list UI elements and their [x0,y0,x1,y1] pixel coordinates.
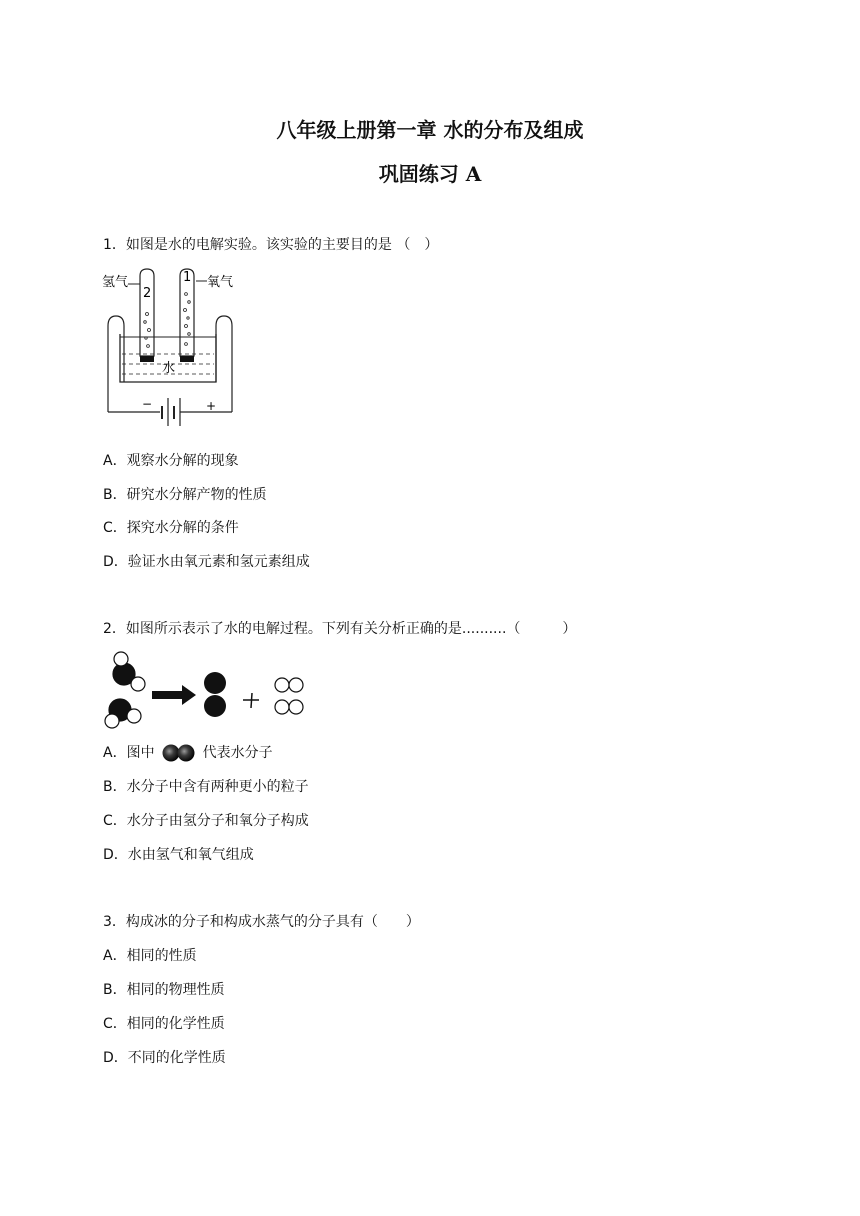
question-2-option-b: B．水分子中含有两种更小的粒子 [103,779,309,795]
question-1-stem: 1．如图是水的电解实验。该实验的主要目的是 （ ） [103,237,439,253]
water-molecule-icon [105,699,141,728]
question-3-option-c: C．相同的化学性质 [103,1016,225,1032]
water-label: 水 [162,361,176,376]
question-2-stem: 2．如图所示表示了水的电解过程。下列有关分析正确的是..........（ ） [103,621,577,637]
electrolysis-apparatus-figure [100,264,240,434]
question-3-option-d: D．不同的化学性质 [103,1050,226,1066]
question-3-stem: 3．构成冰的分子和构成水蒸气的分子具有（ ） [103,914,420,930]
document-title: 八年级上册第一章 水的分布及组成 [276,118,584,142]
question-3-option-a: A．相同的性质 [103,948,197,964]
anode-electrode [180,356,194,362]
cathode-electrode [140,356,154,362]
plus-icon [243,693,259,708]
tube-number-1: 1 [183,270,192,285]
question-3-option-b: B．相同的物理性质 [103,982,225,998]
document-subtitle: 巩固练习 A [378,162,482,186]
tube-number-2: 2 [143,286,152,301]
minus-sign: − [142,397,153,411]
water-molecule-icon [113,652,145,691]
reaction-arrow-icon [152,685,196,705]
question-1-option-a: A．观察水分解的现象 [103,453,239,469]
oxygen-molecule-icon [204,672,226,717]
plus-sign: + [206,399,217,413]
question-1-option-d: D．验证水由氧元素和氢元素组成 [103,554,310,570]
question-2-option-a-prefix: A．图中 [103,745,155,761]
question-2-option-a-suffix: 代表水分子 [202,745,273,761]
water-decomposition-molecule-figure [104,650,314,730]
question-1-option-b: B．研究水分解产物的性质 [103,487,267,503]
question-2-option-a [103,742,273,762]
question-1-option-c: C．探究水分解的条件 [103,520,239,536]
oxygen-label: 氧气 [207,275,234,290]
hydrogen-molecule-icon [275,678,303,714]
hydrogen-label: 氢气 [102,275,129,290]
question-2-option-d: D．水由氢气和氧气组成 [103,847,254,863]
question-2-option-c: C．水分子由氢分子和氧分子构成 [103,813,309,829]
molecule-pair-icon [161,744,197,762]
